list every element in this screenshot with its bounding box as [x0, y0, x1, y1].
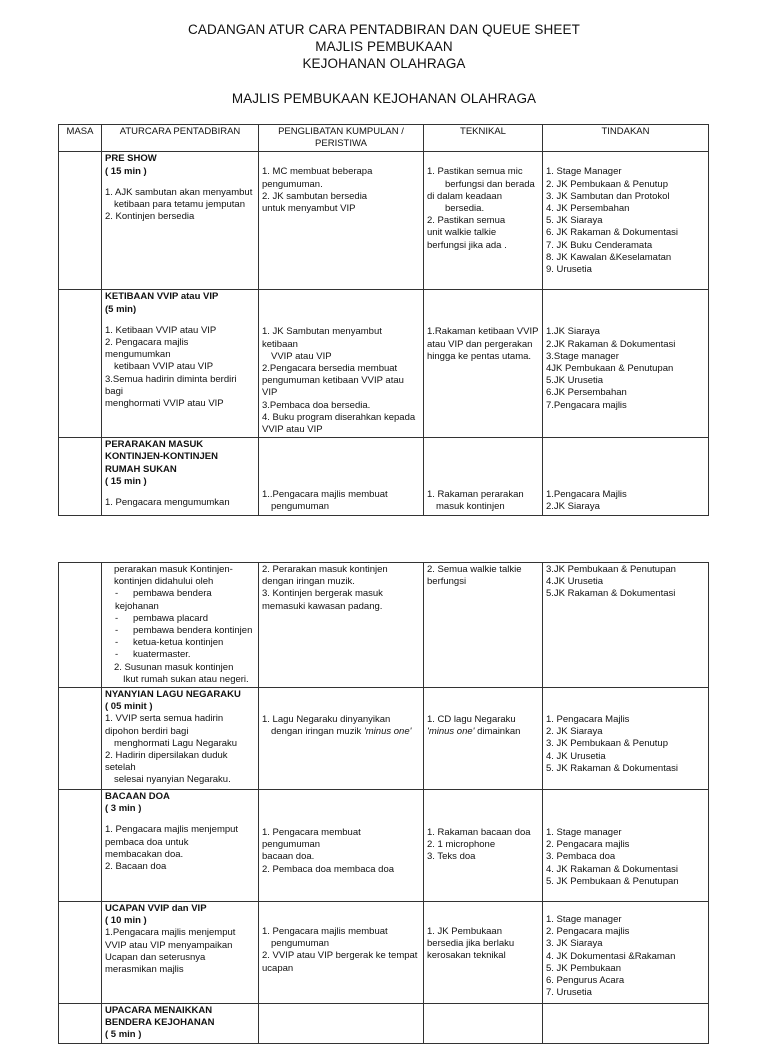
schedule-table-page-1 [58, 124, 709, 516]
masa-cell [59, 1004, 102, 1044]
schedule-table-page-2 [58, 562, 709, 1044]
aturcara-line: ketibaan VVIP atau VIP [114, 361, 214, 373]
tindakan-line: 7.Pengacara majlis [546, 399, 627, 411]
teknikal-line: berfungsi jika ada . [427, 239, 507, 251]
aturcara-line: perarakan masuk Kontinjen- [114, 564, 233, 575]
aturcara-line: 2. Pengacara majlis mengumumkan [105, 337, 189, 361]
tindakan-line: 5.JK Urusetia [546, 375, 604, 387]
aturcara-line: VVIP atau VIP menyampaikan [105, 939, 233, 951]
aturcara-line: 1. Pengacara mengumumkan [105, 497, 230, 509]
section-duration: ( 05 minit ) [105, 701, 153, 713]
penglibatan-line: pengumuman [271, 938, 330, 950]
aturcara-line: pembaca doa untuk [105, 836, 189, 848]
masa-cell [59, 790, 102, 902]
section-title: RUMAH SUKAN [105, 463, 177, 475]
aturcara-line: 1. AJK sambutan akan menyambut [105, 186, 253, 198]
tindakan-line: 4. JK Persembahan [546, 203, 630, 215]
teknikal-line: 1. Pastikan semua mic [427, 166, 523, 178]
aturcara-line: 2. Kontinjen bersedia [105, 211, 195, 223]
teknikal-line: masuk kontinjen [436, 501, 505, 513]
tindakan-cell [543, 688, 709, 790]
document-title-line-1: CADANGAN ATUR CARA PENTADBIRAN DAN QUEUE SHEET [188, 22, 580, 37]
penglibatan-line: untuk menyambut VIP [262, 203, 356, 215]
tindakan-line: 5. JK Pembukaan [546, 962, 621, 974]
teknikal-line: bersedia. [445, 203, 485, 215]
aturcara-cell [102, 152, 259, 290]
tindakan-line: 4. JK Dokumentasi &Rakaman [546, 950, 676, 962]
aturcara-line: dipohon berdiri bagi [105, 725, 189, 737]
tindakan-line: 6. JK Rakaman & Dokumentasi [546, 227, 679, 239]
section-title: NYANYIAN LAGU NEGARAKU [105, 689, 241, 701]
penglibatan-cell [259, 1004, 424, 1044]
tindakan-line: 7. JK Buku Cenderamata [546, 239, 653, 251]
penglibatan-line: 1. Lagu Negaraku dinyanyikan [262, 714, 391, 726]
penglibatan-line: bacaan doa. [262, 851, 315, 863]
minus-one-text: 'minus one' [427, 726, 475, 738]
aturcara-line: selesai nyanyian Negaraku. [114, 774, 231, 786]
table-row [59, 290, 709, 438]
tindakan-line: 3. Pembaca doa [546, 851, 616, 863]
section-title: KONTINJEN-KONTINJEN [105, 451, 218, 463]
tindakan-line: 5. JK Pembukaan & Penutupan [546, 875, 679, 887]
teknikal-line: unit walkie talkie [427, 227, 497, 239]
aturcara-bullet: - pembawa bendera kejohanan [105, 588, 255, 612]
section-duration: ( 10 min ) [105, 915, 147, 927]
aturcara-cell [102, 290, 259, 438]
teknikal-cell [424, 152, 543, 290]
teknikal-line: bersedia jika berlaku [427, 938, 515, 950]
teknikal-cell [424, 563, 543, 688]
teknikal-line: 1. CD lagu Negaraku [427, 714, 516, 726]
penglibatan-line: pengumuman. [262, 178, 323, 190]
table-header-row [59, 125, 709, 152]
penglibatan-line: 3. Kontinjen bergerak masuk [262, 588, 383, 600]
penglibatan-line: 2.Pengacara bersedia membuat [262, 363, 398, 375]
penglibatan-line: pengumuman ketibaan VVIP atau VIP [262, 375, 404, 399]
tindakan-line: 6.JK Persembahan [546, 387, 627, 399]
teknikal-line: 1. JK Pembukaan [427, 926, 502, 938]
table-row [59, 1004, 709, 1044]
teknikal-line: 2. 1 microphone [427, 839, 496, 851]
tindakan-line: 2. Pengacara majlis [546, 926, 630, 938]
penglibatan-line [262, 726, 420, 738]
teknikal-line: 1. Rakaman perarakan [427, 489, 524, 501]
tindakan-cell [543, 152, 709, 290]
masa-cell [59, 688, 102, 790]
tindakan-line: 2. Pengacara majlis [546, 839, 630, 851]
penglibatan-line: ucapan [262, 962, 294, 974]
teknikal-line: 1. Rakaman bacaan doa [427, 827, 531, 839]
teknikal-line [427, 726, 539, 738]
aturcara-cell [102, 688, 259, 790]
aturcara-line: merasmikan majlis [105, 964, 184, 976]
teknikal-text: dimainkan [474, 726, 521, 738]
teknikal-cell [424, 1004, 543, 1044]
section-title: BACAAN DOA [105, 791, 170, 803]
tindakan-line: 5. JK Rakaman & Dokumentasi [546, 762, 679, 774]
penglibatan-cell [259, 790, 424, 902]
tindakan-cell [543, 563, 709, 688]
penglibatan-line: 3.Pembaca doa bersedia. [262, 399, 371, 411]
teknikal-line: berfungsi dan berada [445, 178, 535, 190]
section-duration: ( 3 min ) [105, 803, 142, 815]
tindakan-line: 4. JK Rakaman & Dokumentasi [546, 863, 679, 875]
aturcara-line: kontinjen didahului oleh [114, 576, 214, 588]
penglibatan-line: 2. Perarakan masuk kontinjen [262, 564, 388, 575]
section-title: UCAPAN VVIP dan VIP [105, 903, 207, 915]
aturcara-line: setelah [105, 762, 136, 774]
tindakan-line: 5. JK Siaraya [546, 215, 603, 227]
tindakan-line: 3.JK Pembukaan & Penutupan [546, 564, 676, 575]
column-header-penglibatan: PENGLIBATAN KUMPULAN / PERISTIWA [259, 125, 424, 152]
tindakan-line: 2. JK Pembukaan & Penutup [546, 178, 668, 190]
teknikal-cell [424, 790, 543, 902]
tindakan-line: 2. JK Siaraya [546, 726, 603, 738]
tindakan-cell [543, 438, 709, 515]
aturcara-line: 1. Ketibaan VVIP atau VIP [105, 324, 217, 336]
penglibatan-line: 4. Buku program diserahkan kepada [262, 411, 416, 423]
section-title: KETIBAAN VVIP atau VIP [105, 291, 219, 303]
section-duration: ( 5 min ) [105, 1029, 142, 1041]
aturcara-cell [102, 438, 259, 515]
column-header-masa: MASA [59, 125, 102, 152]
penglibatan-cell [259, 152, 424, 290]
teknikal-line: hingga ke pentas utama. [427, 350, 532, 362]
tindakan-line: 3. JK Sambutan dan Protokol [546, 190, 670, 202]
table-row [59, 790, 709, 902]
masa-cell [59, 563, 102, 688]
teknikal-cell [424, 688, 543, 790]
tindakan-line: 4. JK Urusetia [546, 750, 606, 762]
penglibatan-line: 2. VVIP atau VIP bergerak ke tempat [262, 950, 418, 962]
tindakan-line: 4JK Pembukaan & Penutupan [546, 363, 674, 375]
aturcara-line: 2. Hadirin dipersilakan duduk [105, 750, 228, 762]
teknikal-line: di dalam keadaan [427, 190, 502, 202]
aturcara-line: membacakan doa. [105, 848, 184, 860]
tindakan-line: 1. Pengacara Majlis [546, 714, 630, 726]
document-subtitle: MAJLIS PEMBUKAAN KEJOHANAN OLAHRAGA [231, 91, 537, 106]
tindakan-line: 1.Pengacara Majlis [546, 489, 627, 501]
masa-cell [59, 290, 102, 438]
penglibatan-cell [259, 688, 424, 790]
column-header-aturcara: ATURCARA PENTADBIRAN [102, 125, 259, 152]
section-duration: ( 15 min ) [105, 165, 147, 177]
teknikal-cell [424, 290, 543, 438]
tindakan-line: 8. JK Kawalan &Keselamatan [546, 251, 672, 263]
penglibatan-line: 1. JK Sambutan menyambut ketibaan [262, 326, 382, 350]
penglibatan-line: VVIP atau VIP [262, 424, 323, 436]
tindakan-line: 1. Stage manager [546, 914, 622, 926]
tindakan-line: 5.JK Rakaman & Dokumentasi [546, 588, 676, 600]
tindakan-line: 2.JK Siaraya [546, 501, 600, 513]
aturcara-line: Ikut rumah sukan atau negeri. [123, 673, 249, 685]
teknikal-line: 1.Rakaman ketibaan VVIP [427, 326, 539, 338]
penglibatan-line: 1. MC membuat beberapa [262, 166, 373, 178]
teknikal-line: 2. Semua walkie talkie [427, 564, 522, 575]
section-title: UPACARA MENAIKKAN [105, 1005, 213, 1017]
aturcara-line: 2. Bacaan doa [105, 861, 167, 873]
masa-cell [59, 438, 102, 515]
penglibatan-line: VVIP atau VIP [271, 350, 332, 362]
table-row [59, 688, 709, 790]
section-title: BENDERA KEJOHANAN [105, 1017, 215, 1029]
teknikal-line: atau VIP dan pergerakan [427, 338, 533, 350]
aturcara-line: Ucapan dan seterusnya [105, 951, 206, 963]
tindakan-line: 7. Urusetia [546, 987, 592, 999]
aturcara-line: 1. VVIP serta semua hadirin [105, 713, 224, 725]
aturcara-line: 1.Pengacara majlis menjemput [105, 927, 236, 939]
column-header-teknikal: TEKNIKAL [424, 125, 543, 152]
tindakan-line: 6. Pengurus Acara [546, 975, 625, 987]
teknikal-line: 2. Pastikan semua [427, 215, 506, 227]
table-row [59, 438, 709, 515]
tindakan-line: 3. JK Siaraya [546, 938, 603, 950]
tindakan-line: 1. Stage manager [546, 827, 622, 839]
section-duration: ( 15 min ) [105, 475, 147, 487]
aturcara-cell [102, 902, 259, 1004]
aturcara-bullet: - ketua-ketua kontinjen [105, 637, 255, 649]
table-row [59, 152, 709, 290]
penglibatan-line: 1. Pengacara majlis membuat [262, 926, 388, 938]
penglibatan-cell [259, 902, 424, 1004]
penglibatan-line: 1..Pengacara majlis membuat [262, 489, 388, 501]
aturcara-line: menghormati Lagu Negaraku [114, 737, 238, 749]
penglibatan-text: dengan iringan muzik [271, 726, 364, 738]
section-duration: (5 min) [105, 303, 137, 315]
masa-cell [59, 902, 102, 1004]
teknikal-line: 3. Teks doa [427, 851, 476, 863]
penglibatan-line: pengumuman [271, 501, 330, 513]
table-row [59, 902, 709, 1004]
aturcara-cell [102, 1004, 259, 1044]
tindakan-line: 3.Stage manager [546, 350, 619, 362]
tindakan-line: 2.JK Rakaman & Dokumentasi [546, 338, 676, 350]
penglibatan-line: memasuki kawasan padang. [262, 600, 383, 612]
tindakan-cell [543, 902, 709, 1004]
document-title-line-3: KEJOHANAN OLAHRAGA [302, 56, 466, 71]
tindakan-line: 4.JK Urusetia [546, 576, 604, 588]
teknikal-cell [424, 438, 543, 515]
penglibatan-line: dengan iringan muzik. [262, 576, 355, 588]
penglibatan-line: 2. JK sambutan bersedia [262, 190, 368, 202]
teknikal-cell [424, 902, 543, 1004]
tindakan-cell [543, 290, 709, 438]
aturcara-line: 3.Semua hadirin diminta berdiri bagi [105, 373, 237, 397]
document-title-line-2: MAJLIS PEMBUKAAN [315, 39, 453, 54]
minus-one-text: 'minus one' [363, 726, 412, 738]
aturcara-line: 1. Pengacara majlis menjemput [105, 824, 239, 836]
aturcara-bullet: - pembawa bendera kontinjen [105, 625, 255, 637]
column-header-tindakan: TINDAKAN [543, 125, 709, 152]
aturcara-cell [102, 563, 259, 688]
tindakan-line: 9. Urusetia [546, 264, 592, 276]
section-title: PERARAKAN MASUK [105, 439, 204, 451]
penglibatan-cell [259, 563, 424, 688]
tindakan-line: 1. Stage Manager [546, 166, 622, 178]
aturcara-bullet: - pembawa placard [105, 613, 255, 625]
aturcara-line: 2. Susunan masuk kontinjen [114, 661, 234, 673]
aturcara-line: menghormati VVIP atau VIP [105, 398, 224, 410]
teknikal-line: kerosakan teknikal [427, 950, 506, 962]
tindakan-cell [543, 790, 709, 902]
aturcara-bullet: - kuatermaster. [105, 649, 255, 661]
penglibatan-cell [259, 438, 424, 515]
teknikal-line: berfungsi [427, 576, 467, 588]
tindakan-cell [543, 1004, 709, 1044]
aturcara-line: ketibaan para tetamu jemputan [114, 199, 245, 211]
penglibatan-cell [259, 290, 424, 438]
tindakan-line: 3. JK Pembukaan & Penutup [546, 738, 668, 750]
section-title: PRE SHOW [105, 153, 157, 165]
penglibatan-line: 1. Pengacara membuat pengumuman [262, 827, 361, 851]
aturcara-cell [102, 790, 259, 902]
penglibatan-line: 2. Pembaca doa membaca doa [262, 863, 395, 875]
masa-cell [59, 152, 102, 290]
table-row [59, 563, 709, 688]
tindakan-line: 1.JK Siaraya [546, 326, 600, 338]
